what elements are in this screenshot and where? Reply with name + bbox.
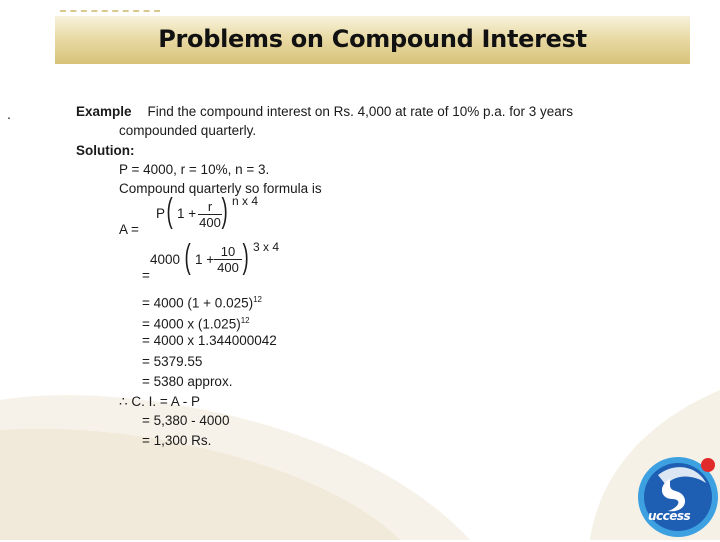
example-line [76, 102, 696, 121]
final-steps [76, 411, 696, 452]
formula-principal: P [156, 206, 166, 221]
formula-right-paren: ) [221, 192, 228, 230]
title-dash-decoration [60, 10, 160, 16]
formula-lhs: A = [119, 222, 139, 237]
formula-note: Compound quarterly so formula is [119, 181, 322, 196]
logo-text: uccess [648, 509, 691, 523]
sub-equals: = [142, 268, 150, 283]
formula-fraction [198, 199, 222, 230]
page-title: Problems on Compound Interest [158, 25, 587, 53]
example-label: Example [76, 104, 132, 119]
substituted-formula [76, 238, 696, 290]
success-logo-icon [636, 455, 720, 537]
calculation-steps [76, 290, 696, 393]
compound-interest-line: ∴ C. I. = A - P [119, 393, 200, 409]
sub-exponent: 3 x 4 [253, 240, 280, 254]
formula-exponent: n x 4 [232, 194, 259, 208]
final-step-line: = 5,380 - 4000 [142, 412, 230, 428]
formula-left-paren: ( [166, 192, 173, 230]
step-line: = 4000 x 1.344000042 [142, 333, 277, 348]
sub-left-paren: ( [184, 238, 191, 276]
title-banner [55, 16, 690, 64]
solution-label: Solution: [76, 143, 135, 158]
step-line: = 4000 $(1 + 0.025)^{12}$ [142, 295, 262, 311]
step-line: = 4000 x $(1.025)^{12}$ [142, 315, 250, 331]
given-values: P = 4000, r = 10%, n = 3. [119, 162, 270, 177]
sub-numerator: 10 [220, 244, 236, 259]
step-line: = 5380 approx. [142, 374, 233, 389]
sub-principal: 4000 [150, 252, 181, 267]
success-logo [636, 455, 720, 537]
formula-numerator: r [207, 199, 213, 214]
sub-one-plus: 1 + [195, 252, 215, 267]
sub-right-paren: ) [242, 238, 249, 276]
bullet-dot: . [7, 106, 11, 122]
sub-fraction [214, 244, 242, 275]
example-text-continued: compounded quarterly. [119, 123, 257, 138]
formula-denominator: 400 [199, 215, 221, 230]
example-text: Find the compound interest on Rs. 4,000 at rate of 10% p.a. for 3 years [147, 104, 574, 119]
sub-denominator: 400 [214, 259, 242, 275]
general-formula [76, 192, 696, 244]
formula-one-plus: 1 + [177, 206, 197, 221]
slide-content [76, 102, 696, 452]
final-step-line: = 1,300 Rs. [142, 433, 212, 448]
step-line: = 5379.55 [142, 353, 203, 369]
